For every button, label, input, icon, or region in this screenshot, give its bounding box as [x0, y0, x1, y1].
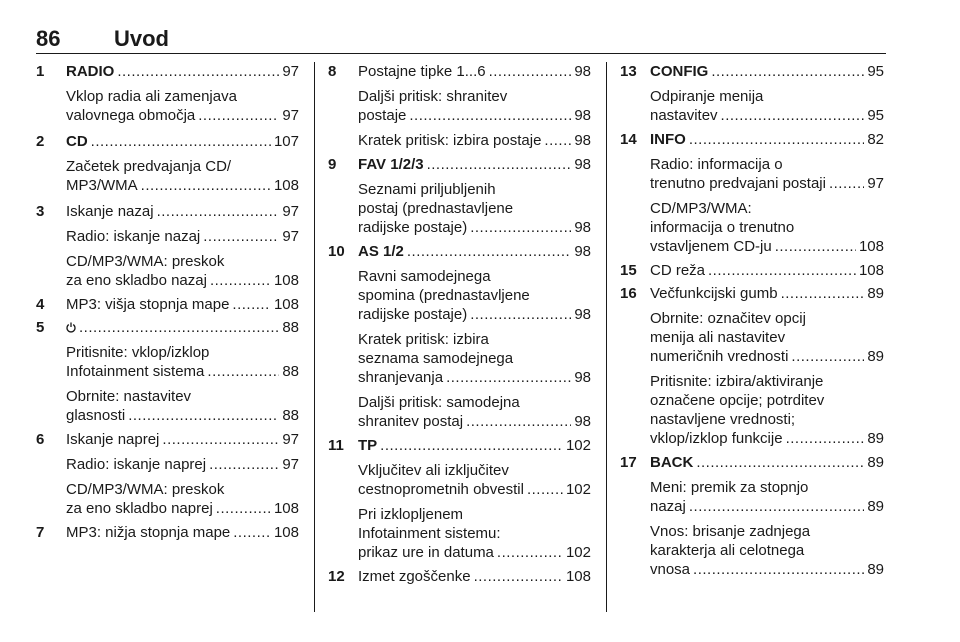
- index-entry-10: [328, 242, 591, 431]
- entry-label: FAV 1/2/3: [358, 156, 424, 173]
- sub-text: karakterja ali celotnega: [650, 542, 805, 559]
- page-ref[interactable]: 108: [273, 177, 299, 194]
- page-ref[interactable]: 95: [867, 107, 884, 124]
- entry-label: Postajne tipke 1...6: [358, 63, 486, 80]
- entry-number: 1: [36, 63, 45, 80]
- entry-number: 2: [36, 133, 45, 150]
- page-ref[interactable]: 97: [282, 456, 299, 473]
- index-entry-3: [36, 202, 299, 290]
- entry-number: 15: [620, 262, 637, 279]
- leader-dots: [427, 155, 572, 174]
- sub-text: spomina (prednastavljene: [358, 287, 530, 304]
- index-entry-15: [620, 261, 884, 280]
- entry-label: CD reža: [650, 262, 706, 279]
- leader-dots: [198, 106, 279, 125]
- entry-number: 6: [36, 431, 45, 448]
- header-rule: [36, 53, 886, 54]
- leader-dots: [157, 202, 280, 221]
- entry-label: CONFIG: [650, 63, 709, 80]
- page-ref[interactable]: 89: [867, 561, 884, 578]
- sub-text: postaj (prednastavljene: [358, 200, 514, 217]
- sub-text: Meni: premik za stopnjo: [650, 479, 809, 496]
- entry-label: INFO: [650, 131, 686, 148]
- sub-text: Kratek pritisk: izbira: [358, 331, 489, 348]
- sub-text: za eno skladbo nazaj: [66, 272, 207, 289]
- page-ref[interactable]: 97: [282, 431, 299, 448]
- page-ref[interactable]: 102: [565, 481, 591, 498]
- page-ref[interactable]: 89: [867, 454, 884, 471]
- entry-number: 4: [36, 296, 45, 313]
- sub-text: CD/MP3/WMA: preskok: [66, 481, 225, 498]
- entry-label: Večfunkcijski gumb: [650, 285, 778, 302]
- leader-dots: [207, 362, 279, 381]
- index-entry-6: [36, 430, 299, 518]
- sub-text: radijske postaje): [358, 219, 468, 236]
- leader-dots: [474, 567, 563, 586]
- sub-text: CD/MP3/WMA: preskok: [66, 253, 225, 270]
- entry-number: 8: [328, 63, 337, 80]
- leader-dots: [232, 295, 271, 314]
- entry-number: 16: [620, 285, 637, 302]
- leader-dots: [91, 132, 271, 151]
- leader-dots: [203, 227, 279, 246]
- page-ref[interactable]: 89: [867, 348, 884, 365]
- page-ref[interactable]: 89: [867, 498, 884, 515]
- sub-text: numeričnih vrednosti: [650, 348, 789, 365]
- sub-text: Radio: iskanje nazaj: [66, 228, 201, 245]
- entry-number: 10: [328, 243, 345, 260]
- sub-text: radijske postaje): [358, 306, 468, 323]
- sub-text: Radio: iskanje naprej: [66, 456, 207, 473]
- leader-dots: [380, 436, 563, 455]
- sub-text: vstavljenem CD-ju: [650, 238, 772, 255]
- page-ref[interactable]: 82: [867, 131, 884, 148]
- page-ref[interactable]: 88: [282, 363, 299, 380]
- sub-text: Ravni samodejnega: [358, 268, 491, 285]
- leader-dots: [470, 218, 571, 237]
- page-ref[interactable]: 98: [574, 156, 591, 173]
- sub-text: za eno skladbo naprej: [66, 500, 213, 517]
- leader-dots: [409, 106, 571, 125]
- entry-number: 17: [620, 454, 637, 471]
- index-entry-9: [328, 155, 591, 237]
- page-ref[interactable]: 102: [565, 437, 591, 454]
- page-ref[interactable]: 95: [867, 63, 884, 80]
- sub-text: glasnosti: [66, 407, 126, 424]
- sub-text: Daljši pritisk: shranitev: [358, 88, 508, 105]
- sub-text: Daljši pritisk: samodejna: [358, 394, 520, 411]
- page-ref[interactable]: 98: [574, 369, 591, 386]
- sub-text: seznama samodejnega: [358, 350, 514, 367]
- sub-text: Vključitev ali izključitev: [358, 462, 509, 479]
- index-entry-17: [620, 453, 884, 579]
- sub-text: Obrnite: označitev opcij: [650, 310, 806, 327]
- leader-dots: [689, 130, 864, 149]
- page-ref[interactable]: 88: [282, 319, 299, 336]
- index-entry-8: [328, 62, 591, 150]
- page-ref[interactable]: 97: [867, 175, 884, 192]
- index-entry-14: [620, 130, 884, 256]
- page-ref[interactable]: 98: [574, 219, 591, 236]
- leader-dots: [708, 261, 856, 280]
- entry-number: 9: [328, 156, 337, 173]
- leader-dots: [829, 174, 864, 193]
- leader-dots: [711, 62, 864, 81]
- leader-dots: [470, 305, 571, 324]
- index-entry-2: [36, 132, 299, 195]
- leader-dots: [527, 480, 563, 499]
- page-number: 86: [36, 26, 61, 51]
- page-ref[interactable]: 97: [282, 107, 299, 124]
- leader-dots: [689, 497, 864, 516]
- leader-dots: [544, 131, 571, 150]
- sub-text: Začetek predvajanja CD/: [66, 158, 232, 175]
- leader-dots: [210, 271, 271, 290]
- page-ref[interactable]: 102: [565, 544, 591, 561]
- leader-dots: [791, 347, 864, 366]
- leader-dots: [117, 62, 279, 81]
- entry-label: Iskanje naprej: [66, 431, 160, 448]
- leader-dots: [721, 106, 865, 125]
- page-ref[interactable]: 108: [858, 262, 884, 279]
- index-entry-7: [36, 523, 299, 542]
- leader-dots: [446, 368, 571, 387]
- sub-text: nazaj: [650, 498, 686, 515]
- page-ref[interactable]: 108: [858, 238, 884, 255]
- sub-text: CD/MP3/WMA:: [650, 200, 752, 217]
- index-entry-5: [36, 318, 299, 425]
- entry-number: 13: [620, 63, 637, 80]
- page-ref[interactable]: 89: [867, 430, 884, 447]
- entry-label: AS 1/2: [358, 243, 404, 260]
- column-1: [36, 62, 299, 618]
- leader-dots: [497, 543, 563, 562]
- page-ref[interactable]: 108: [565, 568, 591, 585]
- sub-text: informacija o trenutno: [650, 219, 795, 236]
- page-ref[interactable]: 98: [574, 413, 591, 430]
- leader-dots: [162, 430, 279, 449]
- column-2: [328, 62, 591, 618]
- sub-text: nastavitev: [650, 107, 718, 124]
- index-entry-13: [620, 62, 884, 125]
- sub-text: Vklop radia ali zamenjava: [66, 88, 237, 105]
- sub-text: cestnoprometnih obvestil: [358, 481, 524, 498]
- leader-dots: [233, 523, 271, 542]
- leader-dots: [489, 62, 572, 81]
- sub-text: trenutno predvajani postaji: [650, 175, 826, 192]
- entry-label: Izmet zgoščenke: [358, 568, 471, 585]
- page-ref[interactable]: 108: [273, 272, 299, 289]
- entry-line: [66, 62, 299, 81]
- sub-text: MP3/WMA: [66, 177, 138, 194]
- page-ref[interactable]: 97: [282, 228, 299, 245]
- page-title: Uvod: [114, 26, 169, 51]
- sub-text: prikaz ure in datuma: [358, 544, 494, 561]
- leader-dots: [466, 412, 571, 431]
- sub-text: Odpiranje menija: [650, 88, 764, 105]
- sub-text: postaje: [358, 107, 407, 124]
- power-icon: [66, 322, 76, 333]
- column-divider: [606, 62, 607, 612]
- page-ref[interactable]: 108: [273, 500, 299, 517]
- leader-dots: [79, 318, 279, 337]
- column-3: [620, 62, 884, 618]
- sub-text: vklop/izklop funkcije: [650, 430, 783, 447]
- sub-text: Pri izklopljenem: [358, 506, 464, 523]
- sub-text: Vnos: brisanje zadnjega: [650, 523, 811, 540]
- page-ref[interactable]: 107: [273, 133, 299, 150]
- sub-text: Infotainment sistema: [66, 363, 205, 380]
- leader-dots: [209, 455, 279, 474]
- page-ref[interactable]: 98: [574, 132, 591, 149]
- sub-text: nastavljene vrednosti;: [650, 411, 796, 428]
- page-ref[interactable]: 108: [273, 524, 299, 541]
- page-ref[interactable]: 98: [574, 63, 591, 80]
- sub-text: Infotainment sistemu:: [358, 525, 501, 542]
- entry-number: 11: [328, 437, 344, 454]
- entry-number: 12: [328, 568, 345, 585]
- entry-label: TP: [358, 437, 378, 454]
- entry-label: MP3: višja stopnja mape: [66, 296, 230, 313]
- entry-number: 5: [36, 319, 45, 336]
- entry-label: CD: [66, 133, 88, 150]
- page-ref[interactable]: 108: [273, 296, 299, 313]
- entry-label: RADIO: [66, 63, 115, 80]
- index-entry-12: [328, 567, 591, 586]
- leader-dots: [407, 242, 571, 261]
- page-ref[interactable]: 88: [282, 407, 299, 424]
- page-ref[interactable]: 98: [574, 306, 591, 323]
- leader-dots: [696, 453, 864, 472]
- leader-dots: [786, 429, 865, 448]
- sub-text: shranjevanja: [358, 369, 444, 386]
- page-ref[interactable]: 98: [574, 107, 591, 124]
- entry-label: BACK: [650, 454, 694, 471]
- page-ref[interactable]: 97: [282, 63, 299, 80]
- entry-number: 3: [36, 203, 45, 220]
- index-entry-11: [328, 436, 591, 562]
- index-entry-16: [620, 284, 884, 448]
- leader-dots: [775, 237, 856, 256]
- column-divider: [314, 62, 315, 612]
- sub-text: menija ali nastavitev: [650, 329, 786, 346]
- sub-text: vnosa: [650, 561, 691, 578]
- leader-dots: [128, 406, 279, 425]
- sub-text: Obrnite: nastavitev: [66, 388, 192, 405]
- page-ref[interactable]: 98: [574, 243, 591, 260]
- leader-dots: [216, 499, 271, 518]
- sub-text: označene opcije; potrditev: [650, 392, 825, 409]
- sub-text: Pritisnite: vklop/izklop: [66, 344, 210, 361]
- page-ref[interactable]: 97: [282, 203, 299, 220]
- sub-text: Kratek pritisk: izbira postaje: [358, 132, 542, 149]
- sub-text: shranitev postaj: [358, 413, 464, 430]
- sub-text: valovnega območja: [66, 107, 196, 124]
- entry-number: 7: [36, 524, 45, 541]
- sub-text: Radio: informacija o: [650, 156, 783, 173]
- entry-label: Iskanje nazaj: [66, 203, 154, 220]
- page-header: [36, 26, 886, 52]
- sub-text: Seznami priljubljenih: [358, 181, 496, 198]
- page-ref[interactable]: 89: [867, 285, 884, 302]
- leader-dots: [693, 560, 864, 579]
- entry-number: 14: [620, 131, 637, 148]
- index-entry-4: [36, 295, 299, 314]
- index-entry-1: [36, 62, 299, 125]
- sub-text: Pritisnite: izbira/aktiviranje: [650, 373, 824, 390]
- entry-label: MP3: nižja stopnja mape: [66, 524, 231, 541]
- leader-dots: [141, 176, 271, 195]
- leader-dots: [781, 284, 865, 303]
